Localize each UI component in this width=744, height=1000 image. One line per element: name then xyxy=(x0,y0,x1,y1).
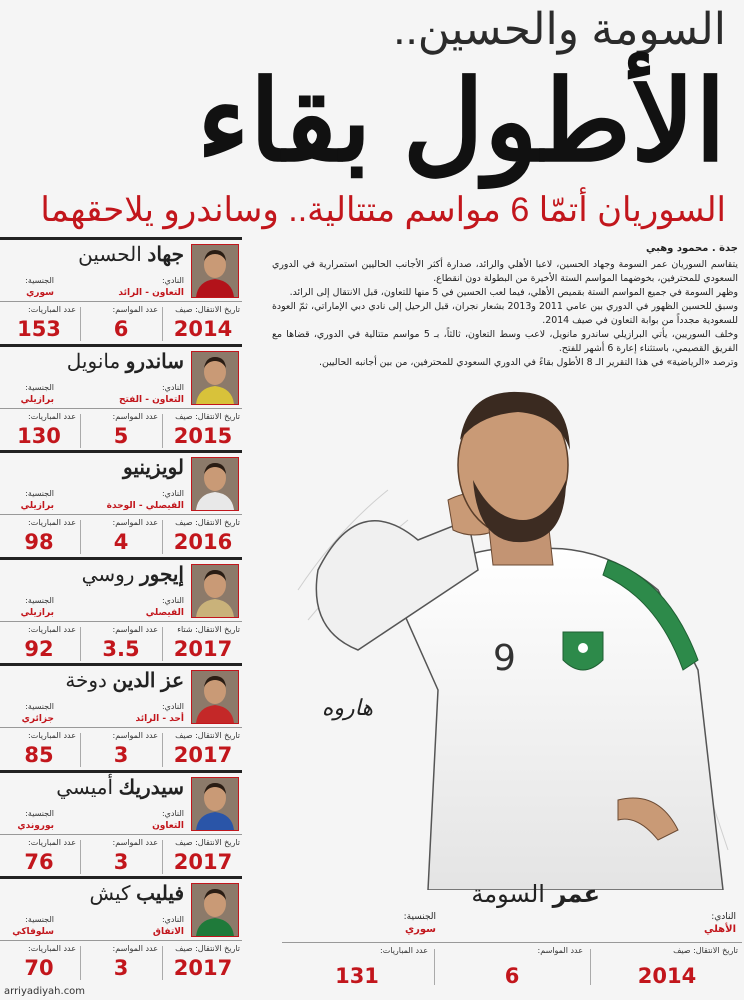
featured-stats-row xyxy=(282,942,742,991)
stat-value: 130 xyxy=(17,423,61,448)
stat-value: 70 xyxy=(24,956,54,980)
intro-paragraph: يتقاسم السوريان عمر السومة وجهاد الحسين، لاعبا الأهلي والرائد، صدارة أكثر الأجانب الحاليين استمرارية في الدوري السعودي للمحترفين، بخوضهما المواسم الستة الأخيرة من البطولة دون انقطاع. xyxy=(272,259,738,284)
player-first-name: ساندرو xyxy=(125,350,184,373)
stat-matches xyxy=(0,944,78,982)
stat-value: 2015 xyxy=(173,423,233,448)
stat-matches xyxy=(0,625,78,663)
club-label: النادي: xyxy=(161,276,184,285)
player-stats xyxy=(0,305,242,343)
club-label: النادي: xyxy=(161,382,184,392)
club-label: النادي: xyxy=(161,489,184,498)
player-first-name: لويزينيو xyxy=(123,457,184,479)
stat-label: عدد المباريات: xyxy=(28,305,76,314)
stat-transfer xyxy=(164,944,242,982)
stat-value: 131 xyxy=(335,964,379,988)
stat-value: 3 xyxy=(113,743,129,767)
stat-value: 6 xyxy=(504,964,520,988)
stat-label: تاريخ الانتقال: صيف xyxy=(175,944,240,953)
featured-stat-seasons xyxy=(437,946,587,991)
stat-label: عدد المباريات: xyxy=(380,946,428,955)
intro-text xyxy=(272,258,738,370)
club-value: أحد - الرائد xyxy=(135,714,184,724)
stat-label: عدد المواسم: xyxy=(112,624,158,634)
stat-value: 3 xyxy=(113,849,129,874)
jersey-number: 9 xyxy=(493,638,516,679)
stat-transfer xyxy=(164,305,242,343)
player-photo xyxy=(191,244,239,298)
stat-seasons xyxy=(82,944,160,982)
stat-transfer xyxy=(164,731,242,769)
stat-value: 2016 xyxy=(173,530,233,554)
stat-value: 5 xyxy=(113,423,129,448)
stat-matches xyxy=(0,518,78,556)
player-card xyxy=(0,770,242,877)
stat-label: عدد المباريات: xyxy=(28,731,76,740)
player-stats xyxy=(0,731,242,769)
nationality-label: الجنسية: xyxy=(25,702,54,711)
artist-signature: هاروه xyxy=(321,696,373,721)
stat-matches xyxy=(0,838,78,876)
player-photo xyxy=(191,457,239,511)
nationality-value: برازيلي xyxy=(20,394,54,405)
stat-label: عدد المواسم: xyxy=(112,411,158,421)
nationality-value: بوروندي xyxy=(17,820,54,831)
stat-label: عدد المباريات: xyxy=(28,624,76,634)
intro-paragraph: وسبق للحسين الظهور في الدوري بين عامي 2011 و2013 بشعار نجران، قبل الرحيل إلى نادي دبي الإماراتي، ثمّ العودة للسعودية مجدداً من بوابة التعاون في صيف 2014. xyxy=(272,301,738,326)
player-card xyxy=(0,450,242,557)
stat-value: 85 xyxy=(24,743,54,767)
stat-label: عدد المباريات: xyxy=(28,944,76,953)
player-illustration xyxy=(278,370,738,890)
player-name xyxy=(4,778,184,798)
stat-seasons xyxy=(82,412,160,450)
club-label: النادي: xyxy=(161,702,184,711)
player-name xyxy=(4,352,184,372)
player-photo xyxy=(191,883,239,937)
nationality-label: الجنسية: xyxy=(25,489,54,498)
stat-seasons xyxy=(82,305,160,343)
nationality-value: جزائري xyxy=(21,714,54,724)
header-kicker: السومة والحسين.. xyxy=(393,5,726,54)
stat-value: 98 xyxy=(24,530,54,554)
player-name xyxy=(4,458,184,478)
stat-label: عدد المواسم: xyxy=(112,944,158,953)
intro-paragraph: وظهر السومة في جميع المواسم الستة بقميص الأهلي، فيما لعب الحسين في 5 منها للتعاون، قبل الانتقال إلى الرائد. xyxy=(289,287,738,298)
stat-label: تاريخ الانتقال: صيف xyxy=(673,946,738,955)
player-last-name: روسي xyxy=(81,563,135,586)
stat-matches xyxy=(0,731,78,769)
featured-stat-transfer xyxy=(592,946,742,991)
stat-matches xyxy=(0,305,78,343)
stat-value: 76 xyxy=(24,849,54,874)
nationality-label: الجنسية: xyxy=(25,808,54,818)
featured-club-value: الأهلي xyxy=(703,924,736,935)
player-name xyxy=(4,671,184,691)
player-photo xyxy=(191,670,239,724)
stat-transfer xyxy=(164,412,242,450)
player-stats xyxy=(0,412,242,450)
player-last-name: أميسي xyxy=(56,776,114,799)
stat-label: تاريخ الانتقال: صيف xyxy=(175,411,240,421)
nationality-label: الجنسية: xyxy=(25,595,54,605)
player-card xyxy=(0,876,242,983)
stat-value: 6 xyxy=(113,317,129,341)
stat-seasons xyxy=(82,838,160,876)
nationality-value: برازيلي xyxy=(20,501,54,511)
watermark-url: arriyadiyah.com xyxy=(4,986,86,997)
nationality-value: برازيلي xyxy=(20,607,54,618)
player-last-name: دوخة xyxy=(65,670,107,692)
featured-stat-matches xyxy=(282,946,432,991)
stat-label: تاريخ الانتقال: صيف xyxy=(175,731,240,740)
player-stats xyxy=(0,838,242,876)
nationality-label: الجنسية: xyxy=(25,915,54,924)
stat-label: تاريخ الانتقال: صيف xyxy=(175,305,240,314)
jersey xyxy=(398,548,723,890)
page-title: الأطول بقاء xyxy=(196,59,726,184)
nationality-label: الجنسية: xyxy=(25,382,54,392)
stat-transfer xyxy=(164,838,242,876)
club-label: النادي: xyxy=(161,915,184,924)
stat-value: 3.5 xyxy=(102,636,140,661)
stat-value: 153 xyxy=(17,317,61,341)
stat-transfer xyxy=(164,518,242,556)
featured-nationality-value: سوري xyxy=(404,924,436,935)
player-name xyxy=(4,565,184,585)
stat-label: عدد المواسم: xyxy=(112,305,158,314)
stat-value: 2017 xyxy=(173,849,233,874)
stat-seasons xyxy=(82,625,160,663)
stat-matches xyxy=(0,412,78,450)
stat-value: 3 xyxy=(113,956,129,980)
club-value: التعاون xyxy=(152,820,184,831)
club-value: الاتفاق xyxy=(152,927,184,937)
intro-paragraph: وترصد «الرياضية» في هذا التقرير الـ 8 الأطول بقاءً في الدوري السعودي للمحترفين، من بين أجانبه الحاليين. xyxy=(318,357,738,368)
club-value: الفيصلي xyxy=(145,607,184,618)
stat-label: عدد المباريات: xyxy=(28,411,76,421)
stat-seasons xyxy=(82,731,160,769)
player-name xyxy=(4,245,184,265)
player-card xyxy=(0,344,242,451)
player-first-name: عز الدين xyxy=(112,670,184,692)
player-last-name: مانويل xyxy=(66,350,121,373)
club-value: التعاون - الفتح xyxy=(119,394,184,405)
stat-label: تاريخ الانتقال: شتاء xyxy=(177,624,240,634)
stat-label: عدد المباريات: xyxy=(28,837,76,847)
player-stats xyxy=(0,625,242,663)
player-photo xyxy=(191,777,239,831)
player-card xyxy=(0,557,242,664)
player-last-name: الحسين xyxy=(78,244,142,266)
club-label: النادي: xyxy=(161,595,184,605)
featured-club-label: النادي: xyxy=(711,912,736,922)
player-card xyxy=(0,237,242,344)
player-first-name: فيليب xyxy=(136,883,184,905)
featured-first-name: عمر xyxy=(552,880,600,908)
player-photo xyxy=(191,564,239,618)
stat-value: 2017 xyxy=(173,636,233,661)
player-name xyxy=(4,884,184,904)
nationality-value: سلوفاكي xyxy=(12,927,54,937)
player-first-name: إيجور xyxy=(139,563,184,586)
club-value: التعاون - الرائد xyxy=(118,288,184,298)
featured-nationality-label: الجنسية: xyxy=(403,912,436,922)
nationality-value: سوري xyxy=(26,288,54,298)
player-list xyxy=(0,237,242,983)
player-photo xyxy=(191,351,239,405)
stat-value: 2014 xyxy=(173,317,233,341)
stat-label: تاريخ الانتقال: صيف xyxy=(175,518,240,527)
stat-value: 4 xyxy=(113,530,129,554)
featured-player-name xyxy=(460,882,600,906)
stat-value: 2017 xyxy=(173,743,233,767)
stat-value: 2014 xyxy=(637,964,697,988)
stat-label: عدد المواسم: xyxy=(537,946,583,955)
stat-value: 92 xyxy=(24,636,54,661)
stat-label: تاريخ الانتقال: صيف xyxy=(175,837,240,847)
byline: جدة . محمود وهبي xyxy=(646,243,738,254)
player-first-name: سيدريك xyxy=(118,776,184,799)
stat-transfer xyxy=(164,625,242,663)
stat-label: عدد المواسم: xyxy=(112,518,158,527)
featured-last-name: السومة xyxy=(471,880,545,908)
player-stats xyxy=(0,518,242,556)
nationality-label: الجنسية: xyxy=(25,276,54,285)
player-last-name: كيش xyxy=(89,883,131,905)
player-first-name: جهاد xyxy=(147,244,184,266)
stat-label: عدد المباريات: xyxy=(28,518,76,527)
stat-seasons xyxy=(82,518,160,556)
player-stats xyxy=(0,944,242,982)
player-card xyxy=(0,663,242,770)
stat-label: عدد المواسم: xyxy=(112,731,158,740)
club-label: النادي: xyxy=(161,808,184,818)
stat-label: عدد المواسم: xyxy=(112,837,158,847)
stat-value: 2017 xyxy=(173,956,233,980)
intro-paragraph: وخلف السوريين، يأتي البرازيلي ساندرو مانويل، لاعب وسط التعاون، ثالثاً، بـ 5 مواسم متتالية في الدوري، قضاها مع الفريق القصيمي، باستثناء إعارة 6 أشهر للفتح. xyxy=(272,329,738,354)
page-subtitle: السوريان أتمّا 6 مواسم متتالية.. وساندرو يلاحقهما xyxy=(40,191,726,229)
club-value: الفيصلي - الوحدة xyxy=(106,501,184,511)
